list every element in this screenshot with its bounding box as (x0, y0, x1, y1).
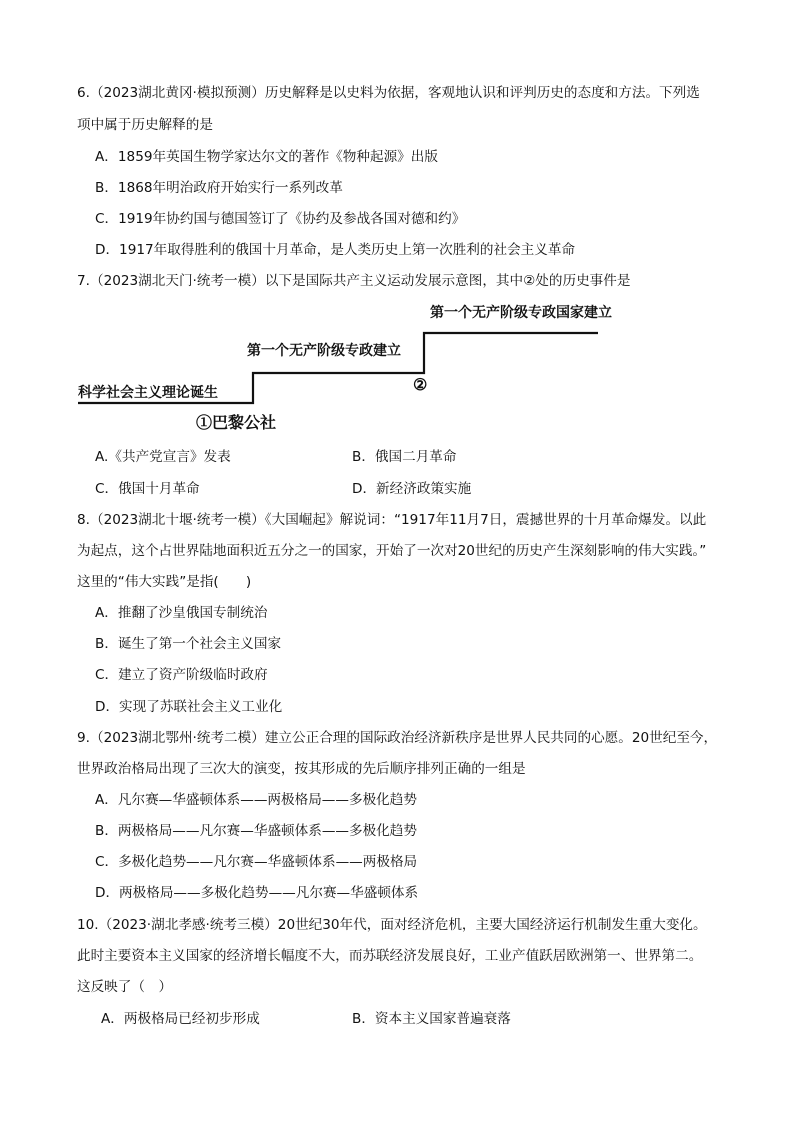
q9-stem-line1: 9.（2023湖北鄂州·统考二模）建立公正合理的国际政治经济新秩序是世界人民共同的心愿。20世纪至今， (77, 730, 718, 746)
q6-option-a: A．1859年英国生物学家达尔文的著作《物种起源》出版 (95, 149, 438, 165)
q8-stem-line2: 为起点，这个占世界陆地面积近五分之一的国家，开始了一次对20世纪的历史产生深刻影响的伟大实践。” (77, 543, 707, 559)
q9-option-c: C．多极化趋势——凡尔赛—华盛顿体系——两极格局 (95, 854, 418, 870)
q10-stem-line3: 这反映了（ ） (77, 979, 173, 995)
q7-stem-line1: 7.（2023湖北天门·统考一模）以下是国际共产主义运动发展示意图，其中②处的历史事件是 (77, 273, 631, 289)
q7-option-c: C．俄国十月革命 (95, 481, 200, 497)
diagram-step2-label: 第一个无产阶级专政建立 (247, 343, 401, 359)
q7-option-b: B．俄国二月革命 (352, 449, 457, 465)
diagram-mark2-label: ② (413, 375, 428, 394)
q8-option-c: C．建立了资产阶级临时政府 (95, 667, 268, 683)
q10-stem-line1: 10.（2023·湖北孝感·统考三模）20世纪30年代，面对经济危机，主要大国经济运行机制发生重大变化。 (77, 917, 707, 933)
q9-option-a: A．凡尔赛—华盛顿体系——两极格局——多极化趋势 (95, 792, 417, 808)
q9-option-b: B．两极格局——凡尔赛—华盛顿体系——多极化趋势 (95, 823, 417, 839)
q7-option-a: A.《共产党宣言》发表 (95, 449, 231, 465)
diagram-step1-label: 科学社会主义理论诞生 (78, 385, 218, 401)
q6-option-c: C．1919年协约国与德国签订了《协约及参战各国对德和约》 (95, 211, 466, 227)
diagram-step3-label: 第一个无产阶级专政国家建立 (430, 305, 612, 321)
q9-stem-line2: 世界政治格局出现了三次大的演变，按其形成的先后顺序排列正确的一组是 (77, 761, 526, 777)
q6-option-d: D．1917年取得胜利的俄国十月革命，是人类历史上第一次胜利的社会主义革命 (95, 242, 576, 258)
q7-option-d: D．新经济政策实施 (352, 481, 472, 497)
q8-stem-line1: 8.（2023湖北十堰·统考一模）《大国崛起》解说词：“1917年11月7日，震撼世界的十月革命爆发。以此 (77, 512, 707, 528)
q6-stem-line1: 6.（2023湖北黄冈·模拟预测）历史解释是以史料为依据，客观地认识和评判历史的态度和方法。下列选 (77, 85, 700, 101)
diagram-mark1-label: ①巴黎公社 (196, 413, 277, 432)
q9-option-d: D．两极格局——多极化趋势——凡尔赛—华盛顿体系 (95, 885, 419, 901)
q8-option-a: A．推翻了沙皇俄国专制统治 (95, 605, 268, 621)
q10-option-a: A．两极格局已经初步形成 (101, 1011, 260, 1027)
q8-stem-line3: 这里的“伟大实践”是指( ) (77, 574, 252, 590)
q10-stem-line2: 此时主要资本主义国家的经济增长幅度不大，而苏联经济发展良好，工业产值跃居欧洲第一、世界第二。 (77, 948, 703, 964)
q6-option-b: B．1868年明治政府开始实行一系列改革 (95, 180, 343, 196)
q10-option-b: B．资本主义国家普遍衰落 (352, 1011, 511, 1027)
q8-option-d: D．实现了苏联社会主义工业化 (95, 699, 283, 715)
q8-option-b: B．诞生了第一个社会主义国家 (95, 636, 282, 652)
q6-stem-line2: 项中属于历史解释的是 (77, 117, 213, 133)
